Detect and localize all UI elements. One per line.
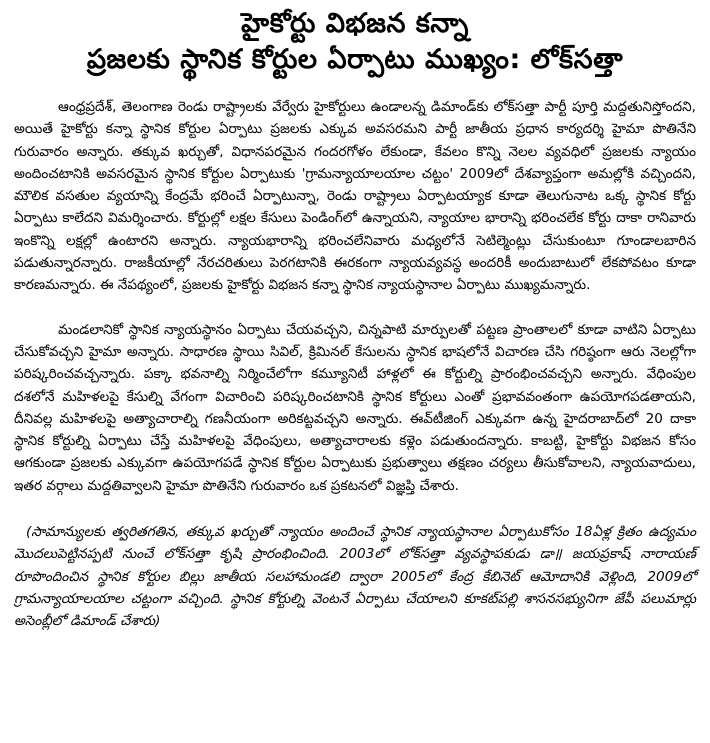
headline-line-1: హైకోర్టు విభజన కన్నా — [241, 8, 469, 39]
headline-line-2: ప్రజలకు స్థానిక కోర్టుల ఏర్పాటు ముఖ్యం: లోక్‌సత్తా — [86, 44, 624, 75]
headline — [14, 6, 696, 78]
article-body — [14, 96, 696, 497]
background-note: (సామాన్యులకు త్వరితగతిన, తక్కువ ఖర్చుతో న్యాయం అందించే స్థానిక న్యాయస్థానాల ఏర్పాటుకోసం 18ఏళ్ల క్రితం ఉద్యమం మొదలుపెట్టినప్పటి నుంచే లోక్‌సత్తా కృషి ప్రారంభించింది. 2003లో లోక్‌సత్తా వ్యవస్థాపకుడు డా॥ జయప్రకాష్ నారాయణ్ రూపొందించిన స్థానిక కోర్టుల బిల్లు జాతీయ సలహామండలి ద్వారా 2005లో కేంద్ర కేబినెట్ ఆమోదానికి వెళ్లింది, 2009లో గ్రామన్యాయాలయాల చట్టంగా వచ్చింది. స్థానిక కోర్టుల్ని వెంటనే ఏర్పాటు చేయాలని కూకట్‌పల్లి శాసనసభ్యునిగా జేపీ పలుమార్లు అసెంబ్లీలో డిమాండ్ చేశారు) — [14, 524, 696, 630]
paragraph-2: మండలానికో స్థానిక న్యాయస్థానం ఏర్పాటు చేయవచ్చని, చిన్నపాటి మార్పులతో పట్టణ ప్రాంతాలలో కూడా వాటిని ఏర్పాటు చేసుకోవచ్చని హైమా అన్నారు. సాధారణ స్థాయి సివిల్, క్రిమినల్ కేసులను స్థానిక భాషలోనే విచారణ చేసి గరిష్ఠంగా ఆరు నెలల్లోగా పరిష్కరించవచ్చన్నారు. పక్కా భవనాల్ని నిర్మించేలోగా కమ్యూనిటీ హాళ్లలో ఈ కోర్టుల్ని ప్రారంభించవచ్చని అన్నారు. వేధింపుల దశలోనే మహిళలపై కేసుల్ని వేగంగా విచారించి పరిష్కరించటానికి స్థానిక కోర్టులు ఎంతో ప్రభావవంతంగా ఉపయోగపడతాయని, దీనివల్ల మహిళలపై అత్యాచారాల్ని గణనీయంగా అరికట్టవచ్చని అన్నారు. ఈవ్‌టీజింగ్ ఎక్కువగా ఉన్న హైదరాబాద్‌లో 20 దాకా స్థానిక కోర్టుల్ని ఏర్పాటు చేస్తే మహిళలపై వేధింపులు, అత్యాచారాలకు కళ్లెం పడుతుందన్నారు. కాబట్టి, హైకోర్టు విభజన కోసం ఆగకుండా ప్రజలకు ఎక్కువగా ఉపయోగపడే స్థానిక కోర్టుల ఏర్పాటుకు ప్రభుత్వాలు తక్షణం చర్యలు తీసుకోవాలని, న్యాయవాదులు, ఇతర వర్గాలు మద్దతివ్వాలని హైమా పొతినేని గురువారం ఒక ప్రకటనలో విజ్ఞప్తి చేశారు. — [14, 321, 696, 494]
paragraph-1: ఆంధ్రప్రదేశ్, తెలంగాణ రెండు రాష్ట్రాలకు వేర్వేరు హైకోర్టులు ఉండాలన్న డిమాండ్‌కు లోక్‌సత్తా పార్టీ పూర్తి మద్దతునిస్తోందని, అయితే హైకోర్టు కన్నా స్థానిక కోర్టుల ఏర్పాటు ప్రజలకు ఎక్కువ అవసరమని పార్టీ జాతీయ ప్రధాన కార్యదర్శి హైమా పొతినేని గురువారం అన్నారు. తక్కువ ఖర్చుతో, విధానపరమైన గందరగోళం లేకుండా, కేవలం కొన్ని నెలల వ్యవధిలో ప్రజలకు న్యాయం అందించటానికి అవసరమైన స్థానిక కోర్టుల ఏర్పాటుకు 'గ్రామన్యాయాలయాల చట్టం' 2009లో దేశవ్యాప్తంగా అమల్లోకి వచ్చిందని, మౌలిక వసతుల వ్యయాన్ని కేంద్రమే భరించే ఏర్పాటున్నా, రెండు రాష్ట్రాలు ఏర్పాటయ్యాక కూడా తెలుగునాట ఒక్క స్థానిక కోర్టు ఏర్పాటు కాలేదని విమర్శించారు. కోర్టుల్లో లక్షల కేసులు పెండింగ్‌లో ఉన్నాయని, న్యాయాల భారాన్ని భరించలేక కోర్టు దాకా రానివారు ఇంకొన్ని లక్షల్లో ఉంటారని అన్నారు. న్యాయభారాన్ని భరించలేనివారు మధ్యలోనే సెటిల్మెంట్లు చేసుకుంటూ గూండాలబారిన పడుతున్నారన్నారు. రాజకీయాల్లో నేరచరితులు పెరగటానికి ఈరకంగా న్యాయవ్యవస్థ అందరికీ అందుబాటులో లేకపోవటం కూడా కారణమన్నారు. ఈ నేపథ్యంలో, ప్రజలకు హైకోర్టు విభజన కన్నా స్థానిక న్యాయస్థానాల ఏర్పాటు ముఖ్యమన్నారు. — [14, 99, 696, 294]
